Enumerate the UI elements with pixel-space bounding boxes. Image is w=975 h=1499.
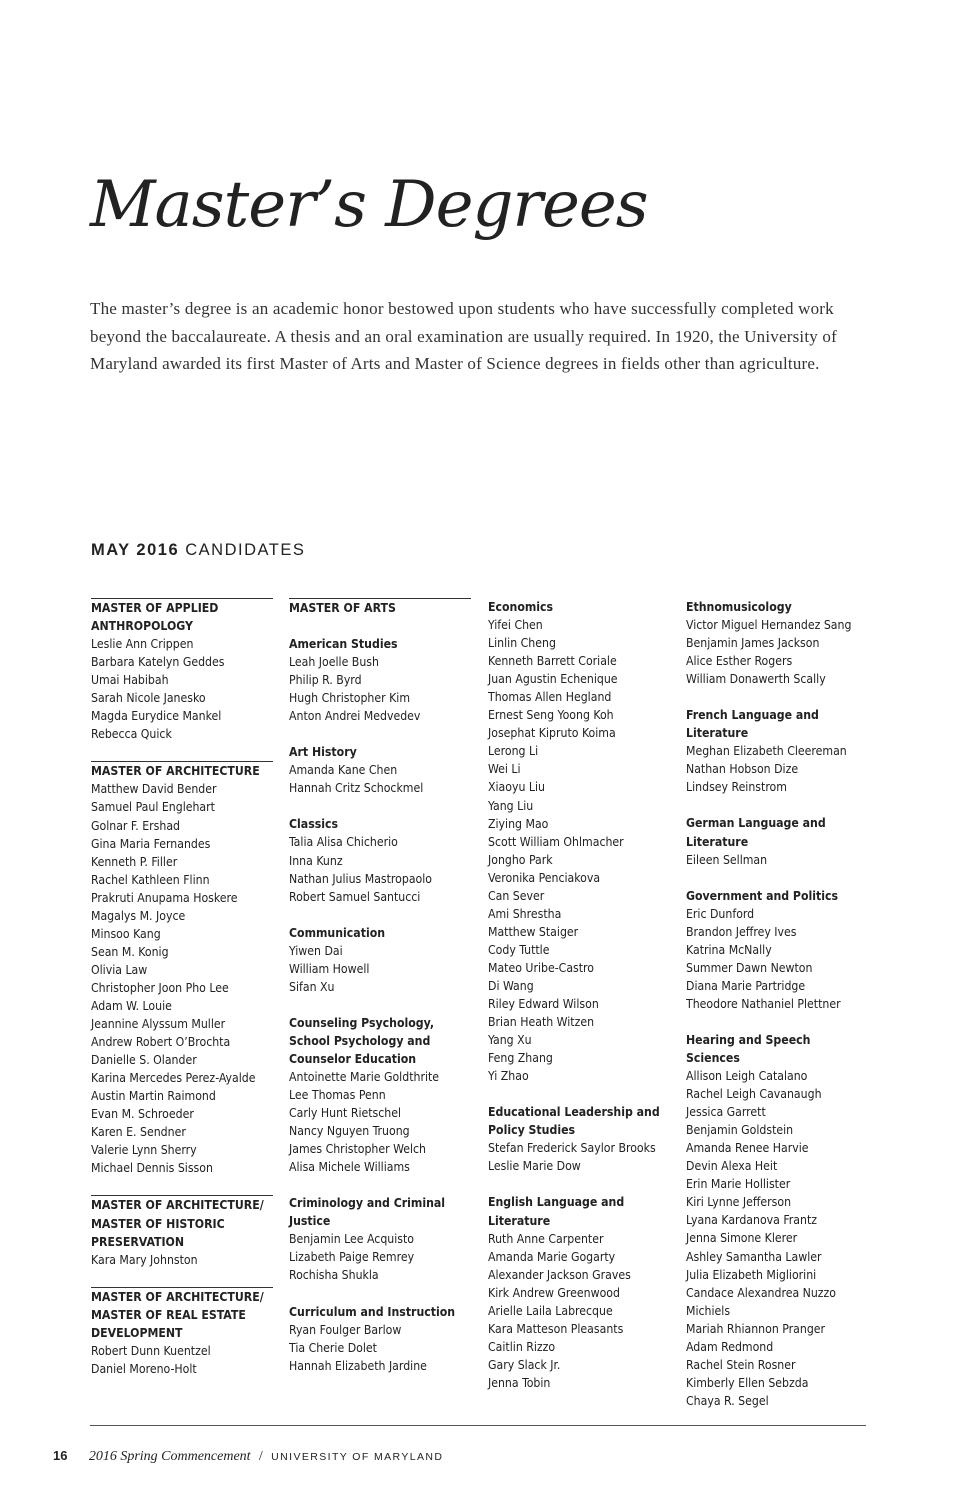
candidate-name: Can Sever — [488, 888, 545, 903]
candidate-name: Amanda Kane Chen — [289, 763, 398, 778]
candidate-name: Scott William Ohlmacher — [488, 834, 624, 849]
candidate-name: Kirk Andrew Greenwood — [488, 1285, 620, 1300]
candidates-heading-date: MAY 2016 — [91, 541, 180, 559]
candidate-name: Leah Joelle Bush — [289, 655, 379, 670]
candidate-name: Lerong Li — [488, 744, 539, 759]
candidate-name: Rachel Kathleen Flinn — [91, 872, 210, 887]
candidate-name: Yang Liu — [488, 798, 534, 813]
candidate-name: Minsoo Kang — [91, 926, 161, 941]
candidate-name: Chaya R. Segel — [686, 1393, 769, 1408]
footer-rule — [90, 1425, 866, 1426]
candidate-name: Hannah Critz Schockmel — [289, 781, 424, 796]
candidate-name: Christopher Joon Pho Lee — [91, 980, 229, 995]
candidate-name: Lizabeth Paige Remrey — [289, 1250, 415, 1265]
candidate-name: Eric Dunford — [686, 906, 755, 921]
candidate-name: Antoinette Marie Goldthrite — [289, 1069, 440, 1084]
degree-section — [289, 598, 471, 617]
candidate-name: Julia Elizabeth Migliorini — [686, 1267, 817, 1282]
candidate-name: Prakruti Anupama Hoskere — [91, 890, 238, 905]
candidate-name: Hannah Elizabeth Jardine — [289, 1358, 427, 1373]
candidate-name: Olivia Law — [91, 962, 148, 977]
candidate-name: Evan M. Schroeder — [91, 1107, 194, 1122]
candidate-name: Stefan Frederick Saylor Brooks — [488, 1141, 656, 1156]
section-title: MASTER OF ARCHITECTURE/ MASTER OF HISTORIC PRESERVATION — [91, 1198, 264, 1249]
candidate-name: Sean M. Konig — [91, 944, 169, 959]
candidate-name: Kara Matteson Pleasants — [488, 1321, 624, 1336]
candidate-name: Benjamin Goldstein — [686, 1123, 794, 1138]
candidate-name: Umai Habibah — [91, 673, 169, 688]
candidate-name: Brian Heath Witzen — [488, 1015, 595, 1030]
candidate-name: Brandon Jeffrey Ives — [686, 924, 797, 939]
candidate-name: Alexander Jackson Graves — [488, 1267, 631, 1282]
degree-section — [91, 1287, 273, 1378]
candidate-name: Candace Alexandrea Nuzzo Michiels — [686, 1285, 837, 1318]
candidate-name: Tia Cherie Dolet — [289, 1340, 377, 1355]
degree-section — [686, 1031, 868, 1410]
candidate-name: Benjamin Lee Acquisto — [289, 1232, 415, 1247]
degree-section — [91, 761, 273, 1177]
candidate-name: Ryan Foulger Barlow — [289, 1322, 402, 1337]
candidate-name: Summer Dawn Newton — [686, 960, 813, 975]
candidate-name: Benjamin James Jackson — [686, 636, 820, 651]
candidate-name: Hugh Christopher Kim — [289, 691, 411, 706]
candidate-name: Thomas Allen Hegland — [488, 690, 612, 705]
candidate-name: Meghan Elizabeth Cleereman — [686, 744, 847, 759]
candidate-name: Philip R. Byrd — [289, 673, 362, 688]
degree-section — [289, 924, 471, 996]
candidate-name: William Howell — [289, 961, 370, 976]
section-title: Communication — [289, 925, 386, 940]
candidate-name: Ruth Anne Carpenter — [488, 1231, 604, 1246]
candidate-name: Yi Zhao — [488, 1069, 529, 1084]
candidate-name: Amanda Renee Harvie — [686, 1141, 809, 1156]
degree-section — [488, 598, 670, 1085]
candidate-name: Mateo Uribe-Castro — [488, 960, 594, 975]
candidate-name: Yiwen Dai — [289, 943, 343, 958]
candidate-name: Rachel Stein Rosner — [686, 1357, 796, 1372]
candidate-name: Ziying Mao — [488, 816, 549, 831]
degree-section — [91, 598, 273, 743]
candidate-name: Robert Samuel Santucci — [289, 889, 421, 904]
candidate-name: Barbara Katelyn Geddes — [91, 655, 225, 670]
footer-separator: / — [258, 1449, 263, 1464]
column-4 — [686, 598, 868, 1428]
candidate-name: Kenneth Barrett Coriale — [488, 654, 617, 669]
candidate-name: Jeannine Alyssum Muller — [91, 1017, 226, 1032]
candidate-name: Michael Dennis Sisson — [91, 1161, 213, 1176]
candidate-name: Caitlin Rizzo — [488, 1339, 556, 1354]
degree-section — [289, 1014, 471, 1176]
candidate-name: Matthew David Bender — [91, 782, 217, 797]
candidate-name: Leslie Ann Crippen — [91, 637, 194, 652]
candidate-name: Katrina McNally — [686, 942, 772, 957]
candidate-name: Sarah Nicole Janesko — [91, 691, 206, 706]
section-title: American Studies — [289, 637, 398, 652]
candidate-name: Kenneth P. Filler — [91, 854, 178, 869]
candidate-name: Nathan Hobson Dize — [686, 762, 799, 777]
candidate-name: Cody Tuttle — [488, 942, 550, 957]
candidate-name: Lyana Kardanova Frantz — [686, 1213, 817, 1228]
candidate-name: Xiaoyu Liu — [488, 780, 546, 795]
candidate-name: William Donawerth Scally — [686, 672, 826, 687]
candidate-name: Magalys M. Joyce — [91, 908, 186, 923]
candidate-name: Theodore Nathaniel Plettner — [686, 996, 841, 1011]
section-title: MASTER OF ARCHITECTURE — [91, 764, 260, 779]
degree-section — [686, 814, 868, 868]
degree-section — [91, 1195, 273, 1268]
candidate-name: Gina Maria Fernandes — [91, 836, 211, 851]
footer-event: 2016 Spring Commencement — [88, 1449, 251, 1464]
candidate-name: Lee Thomas Penn — [289, 1088, 386, 1103]
candidate-name: Devin Alexa Heit — [686, 1159, 778, 1174]
candidate-name: Gary Slack Jr. — [488, 1357, 561, 1372]
page-number: 16 — [53, 1448, 68, 1463]
candidate-name: Carly Hunt Rietschel — [289, 1106, 402, 1121]
candidate-name: Riley Edward Wilson — [488, 997, 599, 1012]
candidate-name: Victor Miguel Hernandez Sang — [686, 618, 852, 633]
candidate-name: Magda Eurydice Mankel — [91, 709, 222, 724]
candidate-name: Allison Leigh Catalano — [686, 1069, 808, 1084]
column-3 — [488, 598, 670, 1410]
column-1 — [91, 598, 273, 1396]
candidate-name: Austin Martin Raimond — [91, 1089, 216, 1104]
degree-section — [488, 1103, 670, 1175]
candidate-name: Ami Shrestha — [488, 906, 562, 921]
section-title: English Language and Literature — [488, 1195, 625, 1228]
candidate-name: Yifei Chen — [488, 618, 543, 633]
footer-university: UNIVERSITY OF MARYLAND — [271, 1451, 444, 1463]
candidate-name: Rachel Leigh Cavanaugh — [686, 1087, 822, 1102]
section-title: Classics — [289, 817, 339, 832]
degree-section — [289, 1303, 471, 1375]
candidate-name: Adam W. Louie — [91, 998, 172, 1013]
candidate-name: James Christopher Welch — [289, 1142, 427, 1157]
footer — [53, 1448, 443, 1465]
candidate-name: Rebecca Quick — [91, 727, 172, 742]
section-title: German Language and Literature — [686, 816, 826, 849]
section-title: Art History — [289, 745, 357, 760]
section-title: MASTER OF ARCHITECTURE/ MASTER OF REAL ESTATE DEVELOPMENT — [91, 1289, 264, 1340]
candidate-name: Feng Zhang — [488, 1051, 553, 1066]
candidate-name: Andrew Robert O’Brochta — [91, 1035, 231, 1050]
candidate-name: Golnar F. Ershad — [91, 818, 180, 833]
candidate-name: Amanda Marie Gogarty — [488, 1249, 616, 1264]
section-title: Counseling Psychology, School Psychology and Counselor Education — [289, 1015, 434, 1066]
candidate-name: Daniel Moreno-Holt — [91, 1361, 197, 1376]
candidate-name: Kara Mary Johnston — [91, 1252, 198, 1267]
candidate-name: Ashley Samantha Lawler — [686, 1249, 822, 1264]
degree-section — [289, 635, 471, 725]
degree-section — [289, 743, 471, 797]
candidate-name: Samuel Paul Englehart — [91, 800, 215, 815]
candidate-name: Inna Kunz — [289, 853, 343, 868]
intro-paragraph: The master’s degree is an academic honor bestowed upon students who have successfully completed work beyond the baccalaureate. A thesis and an oral examination are usually required. In 1920, the University of Maryland awarded its first Master of Arts and Master of Science degrees in fields other than agriculture. — [90, 299, 837, 373]
candidate-name: Alisa Michele Williams — [289, 1160, 410, 1175]
candidate-name: Mariah Rhiannon Pranger — [686, 1321, 826, 1336]
candidates-heading — [91, 541, 305, 560]
candidate-name: Erin Marie Hollister — [686, 1177, 791, 1192]
candidate-name: Nancy Nguyen Truong — [289, 1124, 410, 1139]
candidate-name: Wei Li — [488, 762, 521, 777]
section-title: Educational Leadership and Policy Studies — [488, 1105, 660, 1138]
section-title: Ethnomusicology — [686, 600, 792, 614]
degree-section — [686, 598, 868, 688]
candidate-name: Valerie Lynn Sherry — [91, 1143, 197, 1158]
candidate-name: Alice Esther Rogers — [686, 654, 793, 669]
section-title: MASTER OF ARTS — [289, 601, 396, 615]
candidate-name: Adam Redmond — [686, 1339, 774, 1354]
candidate-name: Jongho Park — [488, 852, 553, 867]
candidate-name: Josephat Kipruto Koima — [488, 726, 616, 741]
candidates-heading-label: CANDIDATES — [179, 541, 306, 559]
candidate-name: Rochisha Shukla — [289, 1268, 379, 1283]
page-title: Master’s Degrees — [90, 168, 648, 242]
section-title: Criminology and Criminal Justice — [289, 1196, 446, 1229]
section-title: Hearing and Speech Sciences — [686, 1032, 811, 1065]
candidate-name: Karen E. Sendner — [91, 1125, 186, 1140]
candidate-name: Talia Alisa Chicherio — [289, 835, 398, 850]
candidate-name: Nathan Julius Mastropaolo — [289, 871, 433, 886]
candidate-name: Matthew Staiger — [488, 924, 579, 939]
candidate-name: Jenna Simone Klerer — [686, 1231, 798, 1246]
candidate-name: Veronika Penciakova — [488, 870, 601, 885]
candidate-name: Robert Dunn Kuentzel — [91, 1343, 211, 1358]
candidate-name: Jenna Tobin — [488, 1375, 551, 1390]
candidate-name: Arielle Laila Labrecque — [488, 1303, 613, 1318]
candidate-name: Lindsey Reinstrom — [686, 780, 787, 795]
section-title: Curriculum and Instruction — [289, 1304, 456, 1319]
section-title: MASTER OF APPLIED ANTHROPOLOGY — [91, 601, 219, 634]
candidate-name: Karina Mercedes Perez-Ayalde — [91, 1071, 256, 1086]
candidate-name: Ernest Seng Yoong Koh — [488, 708, 614, 723]
candidate-name: Kimberly Ellen Sebzda — [686, 1375, 809, 1390]
degree-section — [686, 706, 868, 796]
degree-section — [488, 1193, 670, 1392]
candidate-name: Sifan Xu — [289, 979, 335, 994]
candidate-name: Di Wang — [488, 978, 534, 993]
candidate-name: Yang Xu — [488, 1033, 532, 1048]
candidate-name: Jessica Garrett — [686, 1105, 766, 1120]
section-title: Economics — [488, 600, 554, 614]
candidate-name: Eileen Sellman — [686, 852, 768, 867]
candidate-name: Linlin Cheng — [488, 636, 556, 651]
candidate-name: Leslie Marie Dow — [488, 1159, 581, 1174]
candidate-name: Anton Andrei Medvedev — [289, 709, 421, 724]
candidate-name: Juan Agustin Echenique — [488, 672, 618, 687]
column-2 — [289, 598, 471, 1393]
section-title: Government and Politics — [686, 888, 839, 903]
candidate-name: Danielle S. Olander — [91, 1053, 197, 1068]
degree-section — [289, 1194, 471, 1284]
candidate-name: Kiri Lynne Jefferson — [686, 1195, 792, 1210]
candidate-name: Diana Marie Partridge — [686, 978, 806, 993]
degree-section — [686, 887, 868, 1013]
degree-section — [289, 815, 471, 905]
section-title: French Language and Literature — [686, 708, 819, 741]
